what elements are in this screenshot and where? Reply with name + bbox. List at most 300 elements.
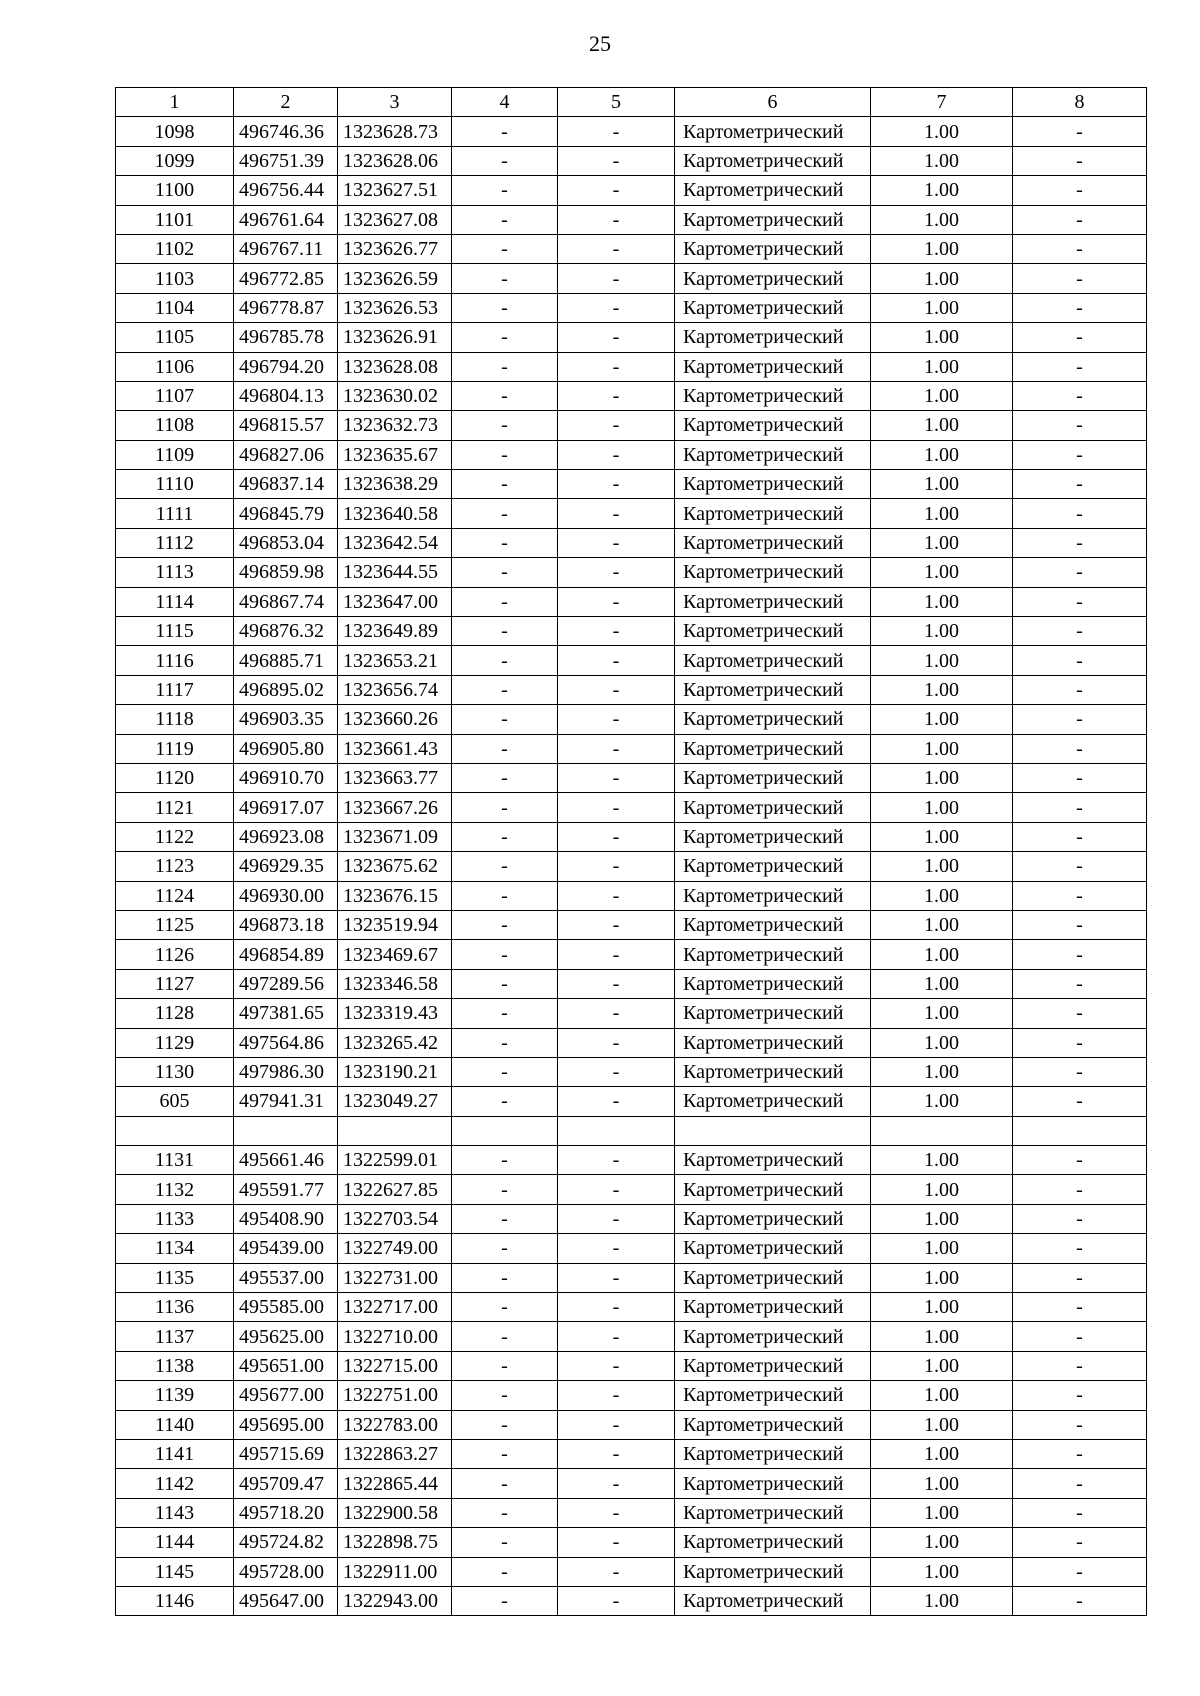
col-8-cell: -: [1013, 1381, 1147, 1410]
y-coordinate-cell: 1322703.54: [338, 1204, 452, 1233]
y-coordinate-cell: 1322751.00: [338, 1381, 452, 1410]
col-4-cell: -: [452, 1146, 558, 1175]
col-5-cell: -: [558, 999, 675, 1028]
table-body: [116, 88, 1147, 1616]
x-coordinate-cell: 497941.31: [234, 1087, 338, 1116]
col-4-cell: -: [452, 969, 558, 998]
accuracy-cell: 1.00: [871, 881, 1013, 910]
y-coordinate-cell: 1323626.53: [338, 293, 452, 322]
col-4-cell: -: [452, 411, 558, 440]
col-5-cell: -: [558, 499, 675, 528]
point-number-cell: 1114: [116, 587, 234, 616]
table-row: [116, 1410, 1147, 1439]
point-number-cell: 1112: [116, 528, 234, 557]
y-coordinate-cell: 1323469.67: [338, 940, 452, 969]
col-4-cell: -: [452, 1028, 558, 1057]
col-5-cell: -: [558, 1498, 675, 1527]
accuracy-cell: 1.00: [871, 999, 1013, 1028]
accuracy-cell: 1.00: [871, 146, 1013, 175]
x-coordinate-cell: 495677.00: [234, 1381, 338, 1410]
table-row: [116, 1028, 1147, 1057]
col-8-cell: -: [1013, 646, 1147, 675]
accuracy-cell: 1.00: [871, 411, 1013, 440]
table-row: [116, 587, 1147, 616]
table-row: [116, 1439, 1147, 1468]
col-8-cell: -: [1013, 999, 1147, 1028]
col-8-cell: -: [1013, 381, 1147, 410]
x-coordinate-cell: 496815.57: [234, 411, 338, 440]
col-4-cell: -: [452, 558, 558, 587]
accuracy-cell: 1.00: [871, 1057, 1013, 1086]
method-cell: Картометрический: [675, 1528, 871, 1557]
method-cell: Картометрический: [675, 528, 871, 557]
point-number-cell: 1115: [116, 617, 234, 646]
point-number-cell: 1109: [116, 440, 234, 469]
table-row: [116, 411, 1147, 440]
y-coordinate-cell: 1322627.85: [338, 1175, 452, 1204]
col-4-cell: -: [452, 793, 558, 822]
col-4-cell: -: [452, 852, 558, 881]
x-coordinate-cell: 495651.00: [234, 1351, 338, 1380]
col-5-cell: -: [558, 940, 675, 969]
col-8-cell: [1013, 1116, 1147, 1145]
col-8-cell: -: [1013, 323, 1147, 352]
point-number-cell: 1123: [116, 852, 234, 881]
x-coordinate-cell: 495537.00: [234, 1263, 338, 1292]
method-cell: Картометрический: [675, 1381, 871, 1410]
point-number-cell: 1110: [116, 470, 234, 499]
method-cell: Картометрический: [675, 1586, 871, 1615]
col-5-cell: -: [558, 1528, 675, 1557]
table-row: [116, 558, 1147, 587]
col-4-cell: -: [452, 528, 558, 557]
col-8-cell: -: [1013, 1498, 1147, 1527]
col-5-cell: -: [558, 176, 675, 205]
table-row: [116, 1204, 1147, 1233]
x-coordinate-cell: 495718.20: [234, 1498, 338, 1527]
y-coordinate-cell: 1323635.67: [338, 440, 452, 469]
accuracy-cell: 1.00: [871, 793, 1013, 822]
method-cell: Картометрический: [675, 146, 871, 175]
col-8-cell: -: [1013, 734, 1147, 763]
method-cell: Картометрический: [675, 234, 871, 263]
point-number-cell: 1137: [116, 1322, 234, 1351]
x-coordinate-cell: 496756.44: [234, 176, 338, 205]
table-row: [116, 1498, 1147, 1527]
table-row: [116, 352, 1147, 381]
table-row: [116, 205, 1147, 234]
col-4-cell: -: [452, 1469, 558, 1498]
table-row: [116, 910, 1147, 939]
table-row: [116, 852, 1147, 881]
table-row: [116, 146, 1147, 175]
col-4-cell: -: [452, 1586, 558, 1615]
y-coordinate-cell: 1323632.73: [338, 411, 452, 440]
method-cell: Картометрический: [675, 1351, 871, 1380]
x-coordinate-cell: 496804.13: [234, 381, 338, 410]
point-number-cell: 1136: [116, 1293, 234, 1322]
accuracy-cell: 1.00: [871, 617, 1013, 646]
x-coordinate-cell: 497564.86: [234, 1028, 338, 1057]
col-4-cell: -: [452, 1528, 558, 1557]
col-8-cell: -: [1013, 1028, 1147, 1057]
method-cell: Картометрический: [675, 1146, 871, 1175]
accuracy-cell: 1.00: [871, 1204, 1013, 1233]
method-cell: Картометрический: [675, 440, 871, 469]
y-coordinate-cell: 1323676.15: [338, 881, 452, 910]
col-4-cell: [452, 1116, 558, 1145]
col-5-cell: -: [558, 1263, 675, 1292]
col-8-cell: -: [1013, 1322, 1147, 1351]
col-5-cell: -: [558, 1057, 675, 1086]
y-coordinate-cell: 1323628.08: [338, 352, 452, 381]
x-coordinate-cell: 496785.78: [234, 323, 338, 352]
y-coordinate-cell: 1323319.43: [338, 999, 452, 1028]
accuracy-cell: 1.00: [871, 646, 1013, 675]
table-row: [116, 1087, 1147, 1116]
point-number-cell: 1129: [116, 1028, 234, 1057]
col-5-cell: -: [558, 558, 675, 587]
col-4-cell: -: [452, 734, 558, 763]
col-5-cell: -: [558, 1204, 675, 1233]
method-cell: Картометрический: [675, 852, 871, 881]
point-number-cell: 1125: [116, 910, 234, 939]
point-number-cell: 1132: [116, 1175, 234, 1204]
x-coordinate-cell: 496867.74: [234, 587, 338, 616]
table-row: [116, 234, 1147, 263]
col-4-cell: -: [452, 1322, 558, 1351]
x-coordinate-cell: 495709.47: [234, 1469, 338, 1498]
accuracy-cell: 1.00: [871, 969, 1013, 998]
col-8-cell: -: [1013, 881, 1147, 910]
col-8-cell: -: [1013, 1586, 1147, 1615]
col-8-cell: -: [1013, 940, 1147, 969]
col-5-cell: -: [558, 293, 675, 322]
accuracy-cell: 1.00: [871, 1410, 1013, 1439]
y-coordinate-cell: 1323660.26: [338, 705, 452, 734]
table-row: [116, 999, 1147, 1028]
table-row: [116, 440, 1147, 469]
col-5-cell: -: [558, 146, 675, 175]
accuracy-cell: 1.00: [871, 499, 1013, 528]
x-coordinate-cell: 496778.87: [234, 293, 338, 322]
method-cell: Картометрический: [675, 1410, 871, 1439]
col-5-cell: -: [558, 734, 675, 763]
method-cell: Картометрический: [675, 1028, 871, 1057]
y-coordinate-cell: 1322599.01: [338, 1146, 452, 1175]
table-row: [116, 1586, 1147, 1615]
header-cell: 2: [234, 88, 338, 117]
accuracy-cell: 1.00: [871, 1528, 1013, 1557]
point-number-cell: 1101: [116, 205, 234, 234]
x-coordinate-cell: 496903.35: [234, 705, 338, 734]
method-cell: Картометрический: [675, 1087, 871, 1116]
point-number-cell: [116, 1116, 234, 1145]
table-row: [116, 381, 1147, 410]
col-4-cell: -: [452, 381, 558, 410]
y-coordinate-cell: 1323630.02: [338, 381, 452, 410]
y-coordinate-cell: 1322710.00: [338, 1322, 452, 1351]
y-coordinate-cell: 1323627.51: [338, 176, 452, 205]
accuracy-cell: 1.00: [871, 1557, 1013, 1586]
point-number-cell: 1118: [116, 705, 234, 734]
col-8-cell: -: [1013, 675, 1147, 704]
y-coordinate-cell: 1322898.75: [338, 1528, 452, 1557]
col-4-cell: -: [452, 910, 558, 939]
point-number-cell: 1108: [116, 411, 234, 440]
point-number-cell: 1116: [116, 646, 234, 675]
col-4-cell: -: [452, 1293, 558, 1322]
col-5-cell: -: [558, 1381, 675, 1410]
col-4-cell: -: [452, 234, 558, 263]
accuracy-cell: 1.00: [871, 470, 1013, 499]
x-coordinate-cell: 495439.00: [234, 1234, 338, 1263]
col-4-cell: -: [452, 705, 558, 734]
point-number-cell: 1107: [116, 381, 234, 410]
y-coordinate-cell: 1323190.21: [338, 1057, 452, 1086]
col-5-cell: -: [558, 587, 675, 616]
col-5-cell: -: [558, 969, 675, 998]
col-8-cell: -: [1013, 117, 1147, 146]
method-cell: Картометрический: [675, 734, 871, 763]
method-cell: Картометрический: [675, 499, 871, 528]
col-8-cell: -: [1013, 352, 1147, 381]
accuracy-cell: 1.00: [871, 675, 1013, 704]
col-8-cell: -: [1013, 558, 1147, 587]
col-5-cell: -: [558, 1322, 675, 1351]
col-4-cell: -: [452, 470, 558, 499]
accuracy-cell: 1.00: [871, 440, 1013, 469]
accuracy-cell: 1.00: [871, 822, 1013, 851]
col-8-cell: -: [1013, 822, 1147, 851]
col-5-cell: -: [558, 1469, 675, 1498]
table-row: [116, 646, 1147, 675]
table-row: [116, 1263, 1147, 1292]
accuracy-cell: 1.00: [871, 587, 1013, 616]
col-5-cell: -: [558, 440, 675, 469]
point-number-cell: 1117: [116, 675, 234, 704]
point-number-cell: 1106: [116, 352, 234, 381]
table-row: [116, 1322, 1147, 1351]
col-4-cell: -: [452, 646, 558, 675]
x-coordinate-cell: 496767.11: [234, 234, 338, 263]
x-coordinate-cell: 495715.69: [234, 1439, 338, 1468]
accuracy-cell: 1.00: [871, 352, 1013, 381]
col-5-cell: -: [558, 1586, 675, 1615]
method-cell: Картометрический: [675, 617, 871, 646]
col-5-cell: -: [558, 793, 675, 822]
y-coordinate-cell: 1323663.77: [338, 763, 452, 792]
x-coordinate-cell: 495625.00: [234, 1322, 338, 1351]
col-4-cell: -: [452, 1057, 558, 1086]
col-8-cell: -: [1013, 1293, 1147, 1322]
col-5-cell: -: [558, 1410, 675, 1439]
x-coordinate-cell: 496873.18: [234, 910, 338, 939]
y-coordinate-cell: 1323626.59: [338, 264, 452, 293]
x-coordinate-cell: 496876.32: [234, 617, 338, 646]
col-8-cell: -: [1013, 1175, 1147, 1204]
col-5-cell: -: [558, 1351, 675, 1380]
accuracy-cell: 1.00: [871, 234, 1013, 263]
x-coordinate-cell: 496917.07: [234, 793, 338, 822]
table-row: [116, 176, 1147, 205]
x-coordinate-cell: 496885.71: [234, 646, 338, 675]
col-5-cell: -: [558, 822, 675, 851]
y-coordinate-cell: 1323661.43: [338, 734, 452, 763]
col-4-cell: -: [452, 1351, 558, 1380]
col-5-cell: -: [558, 1557, 675, 1586]
method-cell: Картометрический: [675, 264, 871, 293]
accuracy-cell: 1.00: [871, 910, 1013, 939]
y-coordinate-cell: 1323640.58: [338, 499, 452, 528]
header-cell: 4: [452, 88, 558, 117]
col-8-cell: -: [1013, 1351, 1147, 1380]
col-5-cell: -: [558, 205, 675, 234]
method-cell: Картометрический: [675, 999, 871, 1028]
point-number-cell: 1135: [116, 1263, 234, 1292]
method-cell: Картометрический: [675, 1498, 871, 1527]
table-row: [116, 1057, 1147, 1086]
col-4-cell: -: [452, 1087, 558, 1116]
x-coordinate-cell: 496827.06: [234, 440, 338, 469]
y-coordinate-cell: 1323653.21: [338, 646, 452, 675]
col-4-cell: -: [452, 1263, 558, 1292]
y-coordinate-cell: 1322943.00: [338, 1586, 452, 1615]
accuracy-cell: 1.00: [871, 1263, 1013, 1292]
y-coordinate-cell: 1323627.08: [338, 205, 452, 234]
point-number-cell: 605: [116, 1087, 234, 1116]
accuracy-cell: 1.00: [871, 528, 1013, 557]
x-coordinate-cell: 496910.70: [234, 763, 338, 792]
point-number-cell: 1120: [116, 763, 234, 792]
accuracy-cell: 1.00: [871, 293, 1013, 322]
col-5-cell: -: [558, 617, 675, 646]
accuracy-cell: 1.00: [871, 1234, 1013, 1263]
method-cell: Картометрический: [675, 558, 871, 587]
y-coordinate-cell: 1323671.09: [338, 822, 452, 851]
col-5-cell: -: [558, 705, 675, 734]
col-8-cell: -: [1013, 1528, 1147, 1557]
table-row: [116, 1116, 1147, 1145]
accuracy-cell: 1.00: [871, 1469, 1013, 1498]
col-4-cell: -: [452, 176, 558, 205]
accuracy-cell: 1.00: [871, 1293, 1013, 1322]
table-row: [116, 499, 1147, 528]
accuracy-cell: 1.00: [871, 1439, 1013, 1468]
col-8-cell: -: [1013, 1263, 1147, 1292]
x-coordinate-cell: 497289.56: [234, 969, 338, 998]
col-4-cell: -: [452, 146, 558, 175]
col-5-cell: -: [558, 352, 675, 381]
accuracy-cell: 1.00: [871, 323, 1013, 352]
x-coordinate-cell: 496923.08: [234, 822, 338, 851]
col-4-cell: -: [452, 1410, 558, 1439]
point-number-cell: 1099: [116, 146, 234, 175]
point-number-cell: 1145: [116, 1557, 234, 1586]
method-cell: Картометрический: [675, 470, 871, 499]
method-cell: Картометрический: [675, 323, 871, 352]
accuracy-cell: 1.00: [871, 705, 1013, 734]
col-5-cell: -: [558, 1439, 675, 1468]
col-5-cell: -: [558, 1234, 675, 1263]
col-4-cell: -: [452, 617, 558, 646]
col-5-cell: -: [558, 646, 675, 675]
y-coordinate-cell: 1323346.58: [338, 969, 452, 998]
y-coordinate-cell: 1323626.77: [338, 234, 452, 263]
table-row: [116, 1528, 1147, 1557]
x-coordinate-cell: 496854.89: [234, 940, 338, 969]
point-number-cell: 1142: [116, 1469, 234, 1498]
point-number-cell: 1146: [116, 1586, 234, 1615]
method-cell: Картометрический: [675, 352, 871, 381]
table-row: [116, 117, 1147, 146]
col-5-cell: -: [558, 117, 675, 146]
accuracy-cell: 1.00: [871, 205, 1013, 234]
accuracy-cell: 1.00: [871, 264, 1013, 293]
point-number-cell: 1121: [116, 793, 234, 822]
x-coordinate-cell: 496930.00: [234, 881, 338, 910]
col-4-cell: -: [452, 1498, 558, 1527]
table-row: [116, 793, 1147, 822]
accuracy-cell: 1.00: [871, 1028, 1013, 1057]
header-cell: 7: [871, 88, 1013, 117]
col-4-cell: -: [452, 1234, 558, 1263]
col-8-cell: -: [1013, 1557, 1147, 1586]
y-coordinate-cell: 1322911.00: [338, 1557, 452, 1586]
accuracy-cell: 1.00: [871, 940, 1013, 969]
col-8-cell: -: [1013, 705, 1147, 734]
y-coordinate-cell: 1322900.58: [338, 1498, 452, 1527]
col-8-cell: -: [1013, 293, 1147, 322]
col-8-cell: -: [1013, 1146, 1147, 1175]
table-row: [116, 323, 1147, 352]
method-cell: Картометрический: [675, 822, 871, 851]
table-row: [116, 822, 1147, 851]
x-coordinate-cell: 496772.85: [234, 264, 338, 293]
y-coordinate-cell: 1322783.00: [338, 1410, 452, 1439]
col-5-cell: -: [558, 1087, 675, 1116]
y-coordinate-cell: 1323519.94: [338, 910, 452, 939]
accuracy-cell: 1.00: [871, 734, 1013, 763]
method-cell: Картометрический: [675, 587, 871, 616]
col-5-cell: -: [558, 881, 675, 910]
col-4-cell: -: [452, 999, 558, 1028]
point-number-cell: 1124: [116, 881, 234, 910]
col-5-cell: -: [558, 234, 675, 263]
col-4-cell: -: [452, 763, 558, 792]
method-cell: Картометрический: [675, 293, 871, 322]
col-4-cell: -: [452, 264, 558, 293]
point-number-cell: 1104: [116, 293, 234, 322]
y-coordinate-cell: 1322731.00: [338, 1263, 452, 1292]
table-row: [116, 617, 1147, 646]
col-8-cell: -: [1013, 146, 1147, 175]
y-coordinate-cell: 1323626.91: [338, 323, 452, 352]
y-coordinate-cell: 1323667.26: [338, 793, 452, 822]
point-number-cell: 1131: [116, 1146, 234, 1175]
col-5-cell: -: [558, 411, 675, 440]
col-8-cell: -: [1013, 763, 1147, 792]
x-coordinate-cell: 495591.77: [234, 1175, 338, 1204]
col-5-cell: -: [558, 675, 675, 704]
accuracy-cell: 1.00: [871, 1175, 1013, 1204]
point-number-cell: 1139: [116, 1381, 234, 1410]
method-cell: Картометрический: [675, 1439, 871, 1468]
method-cell: Картометрический: [675, 381, 871, 410]
y-coordinate-cell: [338, 1116, 452, 1145]
col-4-cell: -: [452, 1204, 558, 1233]
point-number-cell: 1140: [116, 1410, 234, 1439]
